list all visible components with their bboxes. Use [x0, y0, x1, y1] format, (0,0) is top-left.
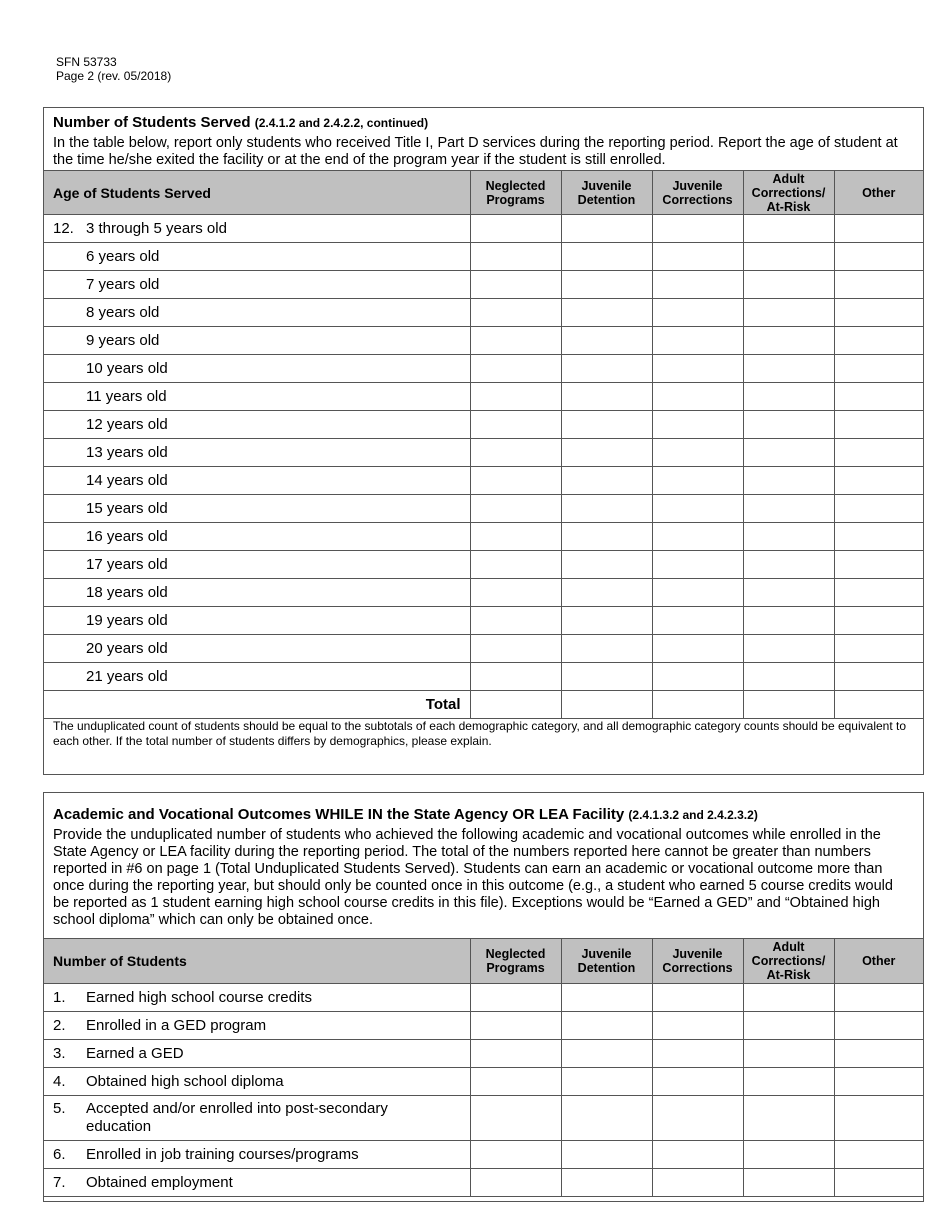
age-juvenile-corrections-input[interactable]: [652, 271, 743, 299]
age-adult-corrections-input[interactable]: [743, 383, 834, 411]
row-label-wrap: [53, 1174, 470, 1192]
outcome-juvenile-detention-input[interactable]: [561, 1040, 652, 1068]
table-row: [44, 383, 923, 411]
outcomes-table-header: [44, 939, 923, 984]
section1-intro: In the table below, report only students who received Title I, Part D services during the reporting period. Report the age of student at the time he/she exited the facility or at the end of the program year if the student is still enrolled.: [53, 135, 898, 168]
row-label: [44, 523, 470, 551]
row-number: 7.: [53, 1173, 66, 1191]
age-adult-corrections-input[interactable]: [743, 243, 834, 271]
row-label-wrap: [53, 1017, 470, 1035]
total-juvenile-corrections-input[interactable]: [652, 691, 743, 719]
age-juvenile-detention-input[interactable]: [561, 327, 652, 355]
outcome-neglected-input[interactable]: [470, 1068, 561, 1096]
outcome-other-input[interactable]: [834, 1096, 923, 1141]
age-adult-corrections-input[interactable]: [743, 551, 834, 579]
table-row: [44, 579, 923, 607]
row-label-text: 9 years old: [86, 332, 160, 349]
age-neglected-input[interactable]: [470, 411, 561, 439]
age-neglected-input[interactable]: [470, 579, 561, 607]
age-adult-corrections-input[interactable]: [743, 523, 834, 551]
row-label: [44, 327, 470, 355]
table-row: [44, 984, 923, 1012]
age-juvenile-corrections-input[interactable]: [652, 635, 743, 663]
section1-title-text: Number of Students Served: [53, 114, 251, 131]
age-other-input[interactable]: [834, 607, 923, 635]
row-label-text: 18 years old: [86, 584, 168, 601]
outcome-neglected-input[interactable]: [470, 1012, 561, 1040]
age-adult-corrections-input[interactable]: [743, 635, 834, 663]
section2-title-text: Academic and Vocational Outcomes WHILE IN the State Agency OR LEA Facility: [53, 806, 625, 823]
age-juvenile-detention-input[interactable]: [561, 523, 652, 551]
age-juvenile-detention-input[interactable]: [561, 243, 652, 271]
age-adult-corrections-input[interactable]: [743, 579, 834, 607]
outcome-adult-corrections-input[interactable]: [743, 1012, 834, 1040]
row-label: [44, 663, 470, 691]
row-number: 1.: [53, 988, 66, 1006]
age-juvenile-corrections-input[interactable]: [652, 495, 743, 523]
age-neglected-input[interactable]: [470, 635, 561, 663]
age-adult-corrections-input[interactable]: [743, 495, 834, 523]
age-other-input[interactable]: [834, 411, 923, 439]
age-juvenile-corrections-input[interactable]: [652, 551, 743, 579]
age-juvenile-detention-input[interactable]: [561, 299, 652, 327]
row-label: [44, 271, 470, 299]
age-juvenile-detention-input[interactable]: [561, 383, 652, 411]
age-adult-corrections-input[interactable]: [743, 439, 834, 467]
outcome-juvenile-detention-input[interactable]: [561, 1096, 652, 1141]
age-juvenile-detention-input[interactable]: [561, 607, 652, 635]
row-label-wrap: [53, 989, 470, 1007]
col-juvenile-corrections: Juvenile Corrections: [652, 939, 743, 984]
age-adult-corrections-input[interactable]: [743, 607, 834, 635]
row-label: [44, 1040, 470, 1068]
outcome-other-input[interactable]: [834, 1141, 923, 1169]
row-label: [44, 1096, 470, 1141]
row-label-text: 14 years old: [86, 472, 168, 489]
age-other-input[interactable]: [834, 383, 923, 411]
table-row: [44, 439, 923, 467]
col-age: Age of Students Served: [44, 171, 470, 215]
section2-title-ref: (2.4.1.3.2 and 2.4.2.3.2): [628, 808, 758, 822]
row-number: 12.: [53, 220, 74, 237]
age-neglected-input[interactable]: [470, 607, 561, 635]
outcome-juvenile-corrections-input[interactable]: [652, 1141, 743, 1169]
outcome-neglected-input[interactable]: [470, 1040, 561, 1068]
age-neglected-input[interactable]: [470, 523, 561, 551]
table-row: [44, 243, 923, 271]
table-row: [44, 215, 923, 243]
outcome-juvenile-corrections-input[interactable]: [652, 984, 743, 1012]
age-adult-corrections-input[interactable]: [743, 215, 834, 243]
age-juvenile-detention-input[interactable]: [561, 663, 652, 691]
age-other-input[interactable]: [834, 579, 923, 607]
row-label-text: 12 years old: [86, 416, 168, 433]
table-row: [44, 495, 923, 523]
age-adult-corrections-input[interactable]: [743, 327, 834, 355]
age-juvenile-detention-input[interactable]: [561, 439, 652, 467]
table-row: [44, 467, 923, 495]
age-neglected-input[interactable]: [470, 383, 561, 411]
outcome-other-input[interactable]: [834, 1012, 923, 1040]
age-juvenile-corrections-input[interactable]: [652, 215, 743, 243]
age-juvenile-corrections-input[interactable]: [652, 663, 743, 691]
age-juvenile-corrections-input[interactable]: [652, 439, 743, 467]
age-juvenile-corrections-input[interactable]: [652, 607, 743, 635]
outcome-neglected-input[interactable]: [470, 1141, 561, 1169]
outcome-adult-corrections-input[interactable]: [743, 984, 834, 1012]
table-row: [44, 1012, 923, 1040]
outcome-juvenile-detention-input[interactable]: [561, 1141, 652, 1169]
age-neglected-input[interactable]: [470, 495, 561, 523]
table-row: [44, 1141, 923, 1169]
col-neglected: Neglected Programs: [470, 171, 561, 215]
outcome-juvenile-detention-input[interactable]: [561, 1169, 652, 1197]
outcome-adult-corrections-input[interactable]: [743, 1096, 834, 1141]
outcome-adult-corrections-input[interactable]: [743, 1169, 834, 1197]
row-number: 2.: [53, 1016, 66, 1034]
row-label: [44, 1169, 470, 1197]
outcome-juvenile-corrections-input[interactable]: [652, 1068, 743, 1096]
age-juvenile-corrections-input[interactable]: [652, 243, 743, 271]
age-other-input[interactable]: [834, 495, 923, 523]
outcome-other-input[interactable]: [834, 1040, 923, 1068]
section1-title: [53, 114, 923, 132]
age-other-input[interactable]: [834, 439, 923, 467]
age-neglected-input[interactable]: [470, 355, 561, 383]
table-row: [44, 523, 923, 551]
row-label-wrap: [53, 1073, 470, 1091]
age-juvenile-corrections-input[interactable]: [652, 299, 743, 327]
row-label: [44, 439, 470, 467]
age-other-input[interactable]: [834, 327, 923, 355]
row-label-wrap: [53, 1100, 470, 1136]
total-juvenile-detention-input[interactable]: [561, 691, 652, 719]
age-other-input[interactable]: [834, 663, 923, 691]
total-adult-corrections-input[interactable]: [743, 691, 834, 719]
row-label-text: Earned a GED: [86, 1044, 184, 1062]
age-neglected-input[interactable]: [470, 299, 561, 327]
age-adult-corrections-input[interactable]: [743, 299, 834, 327]
form-page: Page 2 (rev. 05/2018): [56, 69, 172, 83]
outcome-juvenile-corrections-input[interactable]: [652, 1012, 743, 1040]
row-label: [44, 1141, 470, 1169]
col-adult-corrections: Adult Corrections/ At-Risk: [743, 171, 834, 215]
section2-title: [53, 806, 923, 824]
age-juvenile-detention-input[interactable]: [561, 411, 652, 439]
outcome-adult-corrections-input[interactable]: [743, 1141, 834, 1169]
age-juvenile-detention-input[interactable]: [561, 271, 652, 299]
age-other-input[interactable]: [834, 243, 923, 271]
age-adult-corrections-input[interactable]: [743, 663, 834, 691]
outcome-juvenile-corrections-input[interactable]: [652, 1096, 743, 1141]
form-header: [56, 55, 171, 83]
age-juvenile-detention-input[interactable]: [561, 635, 652, 663]
col-juvenile-detention: Juvenile Detention: [561, 171, 652, 215]
row-label: [44, 579, 470, 607]
row-number: 5.: [53, 1100, 66, 1117]
age-other-input[interactable]: [834, 467, 923, 495]
age-neglected-input[interactable]: [470, 467, 561, 495]
row-label-text: Obtained employment: [86, 1173, 233, 1191]
row-label-text: 15 years old: [86, 500, 168, 517]
age-other-input[interactable]: [834, 635, 923, 663]
outcome-neglected-input[interactable]: [470, 1169, 561, 1197]
table-row: [44, 1068, 923, 1096]
table-row: [44, 271, 923, 299]
row-label-text: 8 years old: [86, 304, 160, 321]
outcome-adult-corrections-input[interactable]: [743, 1040, 834, 1068]
outcome-juvenile-corrections-input[interactable]: [652, 1040, 743, 1068]
age-adult-corrections-input[interactable]: [743, 271, 834, 299]
table-row: [44, 607, 923, 635]
row-label-text: 16 years old: [86, 528, 168, 545]
age-juvenile-corrections-input[interactable]: [652, 327, 743, 355]
age-table-header: [44, 171, 923, 215]
age-juvenile-corrections-input[interactable]: [652, 383, 743, 411]
outcome-juvenile-detention-input[interactable]: [561, 1068, 652, 1096]
row-label-text: Obtained high school diploma: [86, 1072, 284, 1090]
row-label-text: 21 years old: [86, 668, 168, 685]
row-label-text: 20 years old: [86, 640, 168, 657]
row-label: [44, 299, 470, 327]
age-neglected-input[interactable]: [470, 551, 561, 579]
row-number: 4.: [53, 1072, 66, 1090]
age-juvenile-corrections-input[interactable]: [652, 579, 743, 607]
age-neglected-input[interactable]: [470, 271, 561, 299]
table-row: [44, 327, 923, 355]
outcome-adult-corrections-input[interactable]: [743, 1068, 834, 1096]
row-label-text: 17 years old: [86, 556, 168, 573]
row-label: [44, 1068, 470, 1096]
row-label: [44, 215, 470, 243]
outcome-juvenile-detention-input[interactable]: [561, 984, 652, 1012]
table-row: [44, 355, 923, 383]
section1-note: The unduplicated count of students should be equal to the subtotals of each demographic category, and all demographic category counts should be equivalent to each other. If the total number of students differs by demographics, please explain.: [53, 719, 907, 748]
table-row: [44, 551, 923, 579]
col-adult-corrections: Adult Corrections/ At-Risk: [743, 939, 834, 984]
age-other-input[interactable]: [834, 215, 923, 243]
row-label-wrap: [53, 1045, 470, 1063]
age-other-input[interactable]: [834, 271, 923, 299]
row-label: [44, 607, 470, 635]
row-label: [44, 467, 470, 495]
table-row: [44, 1040, 923, 1068]
age-juvenile-corrections-input[interactable]: [652, 411, 743, 439]
col-juvenile-detention: Juvenile Detention: [561, 939, 652, 984]
row-label-text: 19 years old: [86, 612, 168, 629]
total-label: Total: [44, 691, 470, 719]
col-other: Other: [834, 939, 923, 984]
total-other-input[interactable]: [834, 691, 923, 719]
outcomes-table: [44, 938, 923, 1197]
age-adult-corrections-input[interactable]: [743, 411, 834, 439]
age-other-input[interactable]: [834, 355, 923, 383]
row-label: [44, 984, 470, 1012]
outcome-juvenile-corrections-input[interactable]: [652, 1169, 743, 1197]
age-neglected-input[interactable]: [470, 243, 561, 271]
row-label: [44, 635, 470, 663]
row-label: [44, 495, 470, 523]
table-row: [44, 411, 923, 439]
row-label-text: Accepted and/or enrolled into post-secondary education: [86, 1100, 388, 1135]
row-label-text: Earned high school course credits: [86, 988, 312, 1006]
row-label-text: 3 through 5 years old: [86, 220, 227, 237]
age-neglected-input[interactable]: [470, 663, 561, 691]
age-adult-corrections-input[interactable]: [743, 355, 834, 383]
row-label-text: 7 years old: [86, 276, 160, 293]
col-juvenile-corrections: Juvenile Corrections: [652, 171, 743, 215]
total-neglected-input[interactable]: [470, 691, 561, 719]
row-label-text: 10 years old: [86, 360, 168, 377]
outcome-neglected-input[interactable]: [470, 1096, 561, 1141]
students-served-section: [43, 107, 924, 775]
row-label: [44, 1012, 470, 1040]
age-juvenile-detention-input[interactable]: [561, 551, 652, 579]
row-label: [44, 355, 470, 383]
table-row: [44, 1096, 923, 1141]
row-label-wrap: [53, 1146, 470, 1164]
age-adult-corrections-input[interactable]: [743, 467, 834, 495]
age-juvenile-detention-input[interactable]: [561, 495, 652, 523]
outcome-other-input[interactable]: [834, 984, 923, 1012]
form-id: SFN 53733: [56, 55, 117, 69]
row-label-text: 13 years old: [86, 444, 168, 461]
col-number-of-students: Number of Students: [44, 939, 470, 984]
outcome-other-input[interactable]: [834, 1068, 923, 1096]
col-neglected: Neglected Programs: [470, 939, 561, 984]
table-row: [44, 299, 923, 327]
age-juvenile-detention-input[interactable]: [561, 579, 652, 607]
row-number: 6.: [53, 1145, 66, 1163]
row-label-text: Enrolled in a GED program: [86, 1016, 267, 1034]
outcomes-section: [43, 792, 924, 1202]
total-row: [44, 691, 923, 719]
row-number: 3.: [53, 1044, 66, 1062]
age-neglected-input[interactable]: [470, 215, 561, 243]
col-other: Other: [834, 171, 923, 215]
outcome-other-input[interactable]: [834, 1169, 923, 1197]
section2-intro: Provide the unduplicated number of students who achieved the following academic and vocational outcomes while enrolled in the State Agency or LEA facility during the reporting period. The total of the numbers reported here cannot be greater than numbers reported in #6 on page 1 (Total Unduplicated Students Served). Students can earn an academic or vocational outcome more than once during the reporting year, but should only be counted once in this outcome (e.g., a student who earned 5 course credits would be reported as 1 student earning high school course credits in this file). Exceptions would be “Earned a GED” and “Obtained high school diploma” which can only be obtained once.: [53, 827, 893, 928]
outcome-juvenile-detention-input[interactable]: [561, 1012, 652, 1040]
row-label-text: 11 years old: [86, 388, 167, 405]
outcome-neglected-input[interactable]: [470, 984, 561, 1012]
age-juvenile-corrections-input[interactable]: [652, 355, 743, 383]
section1-title-ref: (2.4.1.2 and 2.4.2.2, continued): [254, 116, 429, 130]
age-juvenile-detention-input[interactable]: [561, 467, 652, 495]
age-other-input[interactable]: [834, 551, 923, 579]
age-juvenile-corrections-input[interactable]: [652, 523, 743, 551]
table-row: [44, 1169, 923, 1197]
row-label: [44, 383, 470, 411]
row-label: [44, 243, 470, 271]
table-row: [44, 663, 923, 691]
age-other-input[interactable]: [834, 523, 923, 551]
age-neglected-input[interactable]: [470, 327, 561, 355]
age-neglected-input[interactable]: [470, 439, 561, 467]
age-table: [44, 170, 923, 719]
age-juvenile-detention-input[interactable]: [561, 215, 652, 243]
row-label-text: Enrolled in job training courses/programs: [86, 1145, 359, 1163]
row-label: [44, 551, 470, 579]
table-row: [44, 635, 923, 663]
row-label: [44, 411, 470, 439]
age-juvenile-detention-input[interactable]: [561, 355, 652, 383]
age-juvenile-corrections-input[interactable]: [652, 467, 743, 495]
row-label-text: 6 years old: [86, 248, 160, 265]
age-other-input[interactable]: [834, 299, 923, 327]
